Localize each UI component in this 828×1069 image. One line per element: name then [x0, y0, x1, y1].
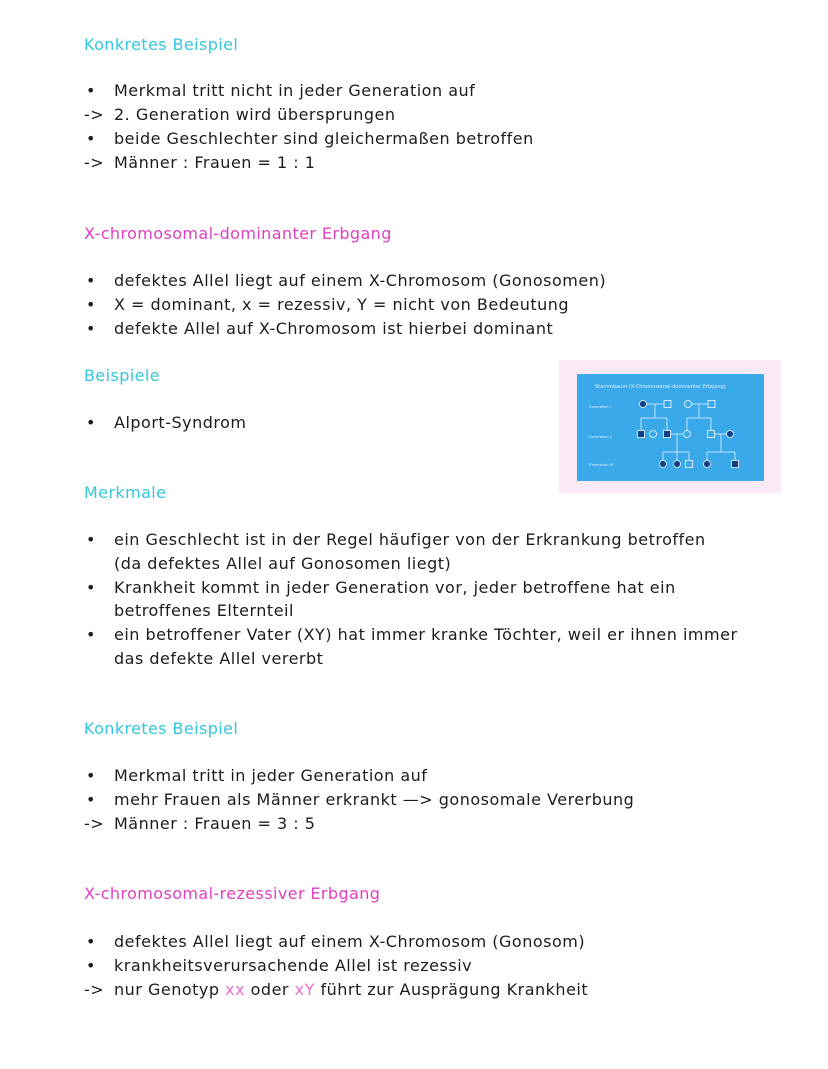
genotype-xx: xx	[225, 980, 246, 999]
heading-konkretes-beispiel-2: Konkretes Beispiel	[84, 719, 239, 738]
gen1-label: Generation I	[589, 405, 611, 409]
list-item: • ein Geschlecht ist in der Regel häufiger von der Erkrankung betroffen	[86, 530, 706, 549]
list-item: • mehr Frauen als Männer erkrankt —> gonosomale Vererbung	[86, 790, 635, 809]
list-item: • ein betroffener Vater (XY) hat immer kranke Töchter, weil er ihnen immer	[86, 625, 738, 644]
pedigree-lines	[641, 404, 735, 460]
list-item-continuation: betroffenes Elternteil	[114, 601, 294, 620]
list-item: • Alport-Syndrom	[86, 413, 247, 432]
pedigree-title: Stammbaum (X-Chromosomal-dominanter Erbgang)	[595, 384, 726, 390]
list-item: • defektes Allel liegt auf einem X-Chromosom (Gonosomen)	[86, 271, 607, 290]
heading-x-rezessiv: X-chromosomal-rezessiver Erbgang	[84, 884, 381, 903]
list-item: -> nur Genotyp xx oder xY führt zur Ausprägung Krankheit	[84, 980, 589, 999]
heading-konkretes-beispiel-1: Konkretes Beispiel	[84, 35, 239, 54]
list-item: • krankheitsverursachende Allel ist rezessiv	[86, 956, 473, 975]
heading-merkmale: Merkmale	[84, 483, 167, 502]
list-item-continuation: (da defektes Allel auf Gonosomen liegt)	[114, 554, 452, 573]
pedigree-thumbnail	[577, 374, 764, 481]
list-item: -> 2. Generation wird übersprungen	[84, 105, 396, 124]
heading-beispiele: Beispiele	[84, 366, 160, 385]
gen2-label: Generation II	[589, 435, 612, 439]
gen3-label: Generation III	[589, 463, 613, 467]
genotype-xY: xY	[294, 980, 315, 999]
list-item: • X = dominant, x = rezessiv, Y = nicht von Bedeutung	[86, 295, 570, 314]
pedigree-diagram	[577, 374, 764, 481]
list-item: -> Männer : Frauen = 3 : 5	[84, 814, 316, 833]
list-item: • defekte Allel auf X-Chromosom ist hierbei dominant	[86, 319, 554, 338]
list-item-continuation: das defekte Allel vererbt	[114, 649, 324, 668]
list-item: • defektes Allel liegt auf einem X-Chromosom (Gonosom)	[86, 932, 586, 951]
list-item: • Merkmal tritt in jeder Generation auf	[86, 766, 428, 785]
list-item: • Merkmal tritt nicht in jeder Generation auf	[86, 81, 476, 100]
list-item: • beide Geschlechter sind gleichermaßen betroffen	[86, 129, 534, 148]
list-item: • Krankheit kommt in jeder Generation vor, jeder betroffene hat ein	[86, 578, 676, 597]
heading-x-dominant: X-chromosomal-dominanter Erbgang	[84, 224, 392, 243]
pedigree-thumbnail-frame	[559, 360, 781, 493]
list-item: -> Männer : Frauen = 1 : 1	[84, 153, 316, 172]
